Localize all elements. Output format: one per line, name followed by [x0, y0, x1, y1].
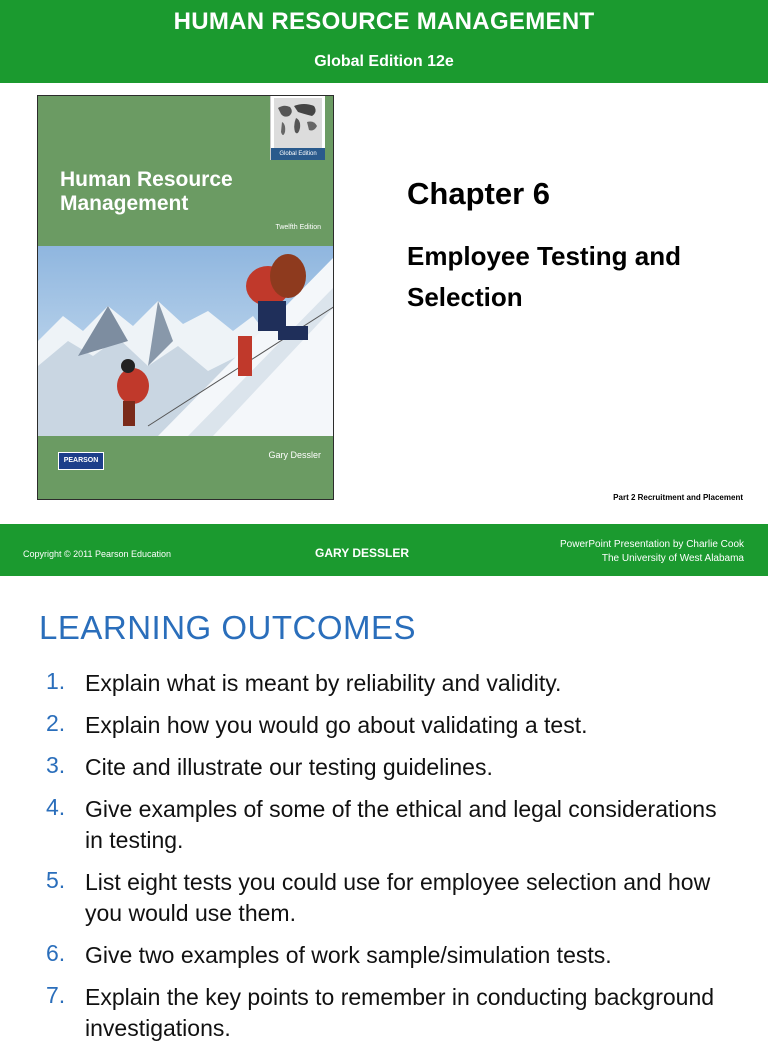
book-edition: Twelfth Edition [275, 224, 321, 231]
presentation-credit-line2: The University of West Alabama [601, 553, 744, 564]
global-edition-badge [270, 96, 325, 160]
list-item [0, 940, 768, 971]
item-text: Explain what is meant by reliability and validity. [85, 670, 562, 696]
item-number: 5. [46, 867, 66, 893]
item-number: 3. [46, 752, 66, 778]
list-item [0, 867, 768, 929]
item-text: Explain how you would go about validating a test. [85, 712, 588, 738]
global-edition-label: Global Edition [271, 148, 325, 160]
item-text: List eight tests you could use for employee selection and how you would use them. [85, 869, 711, 926]
book-cover [37, 95, 334, 500]
pearson-logo: PEARSON [58, 452, 104, 470]
item-number: 6. [46, 940, 66, 966]
presentation-credit-line1: PowerPoint Presentation by Charlie Cook [560, 539, 744, 550]
list-item [0, 668, 768, 699]
edition-subtitle: Global Edition 12e [314, 53, 454, 70]
item-number: 2. [46, 710, 66, 736]
item-text: Explain the key points to remember in conducting background investigations. [85, 984, 715, 1041]
book-title: Human Resource Management [60, 168, 233, 215]
slide-title: LEARNING OUTCOMES [39, 609, 417, 646]
course-title: HUMAN RESOURCE MANAGEMENT [173, 8, 595, 35]
item-text: Give two examples of work sample/simulation tests. [85, 942, 612, 968]
list-item [0, 794, 768, 856]
footer-band [0, 524, 768, 576]
header-band [0, 0, 768, 83]
item-number: 4. [46, 794, 66, 820]
list-item [0, 752, 768, 783]
mountain-climbers-photo [38, 246, 334, 436]
world-map-icon [274, 98, 322, 148]
part-label: Part 2 Recruitment and Placement [613, 493, 743, 502]
item-text: Cite and illustrate our testing guidelines. [85, 754, 493, 780]
item-text: Give examples of some of the ethical and legal considerations in testing. [85, 796, 717, 853]
item-number: 7. [46, 982, 66, 1008]
chapter-title: Employee Testing and Selection [407, 241, 682, 312]
learning-outcomes-slide [0, 576, 768, 1041]
chapter-number: Chapter 6 [407, 176, 550, 211]
book-author: Gary Dessler [268, 450, 321, 460]
list-item [0, 710, 768, 741]
item-number: 1. [46, 668, 66, 694]
list-item [0, 982, 768, 1044]
copyright-text: Copyright © 2011 Pearson Education [23, 549, 172, 559]
outcomes-list [0, 668, 768, 1055]
footer-author: GARY DESSLER [315, 546, 410, 560]
presentation-credit [560, 538, 744, 566]
